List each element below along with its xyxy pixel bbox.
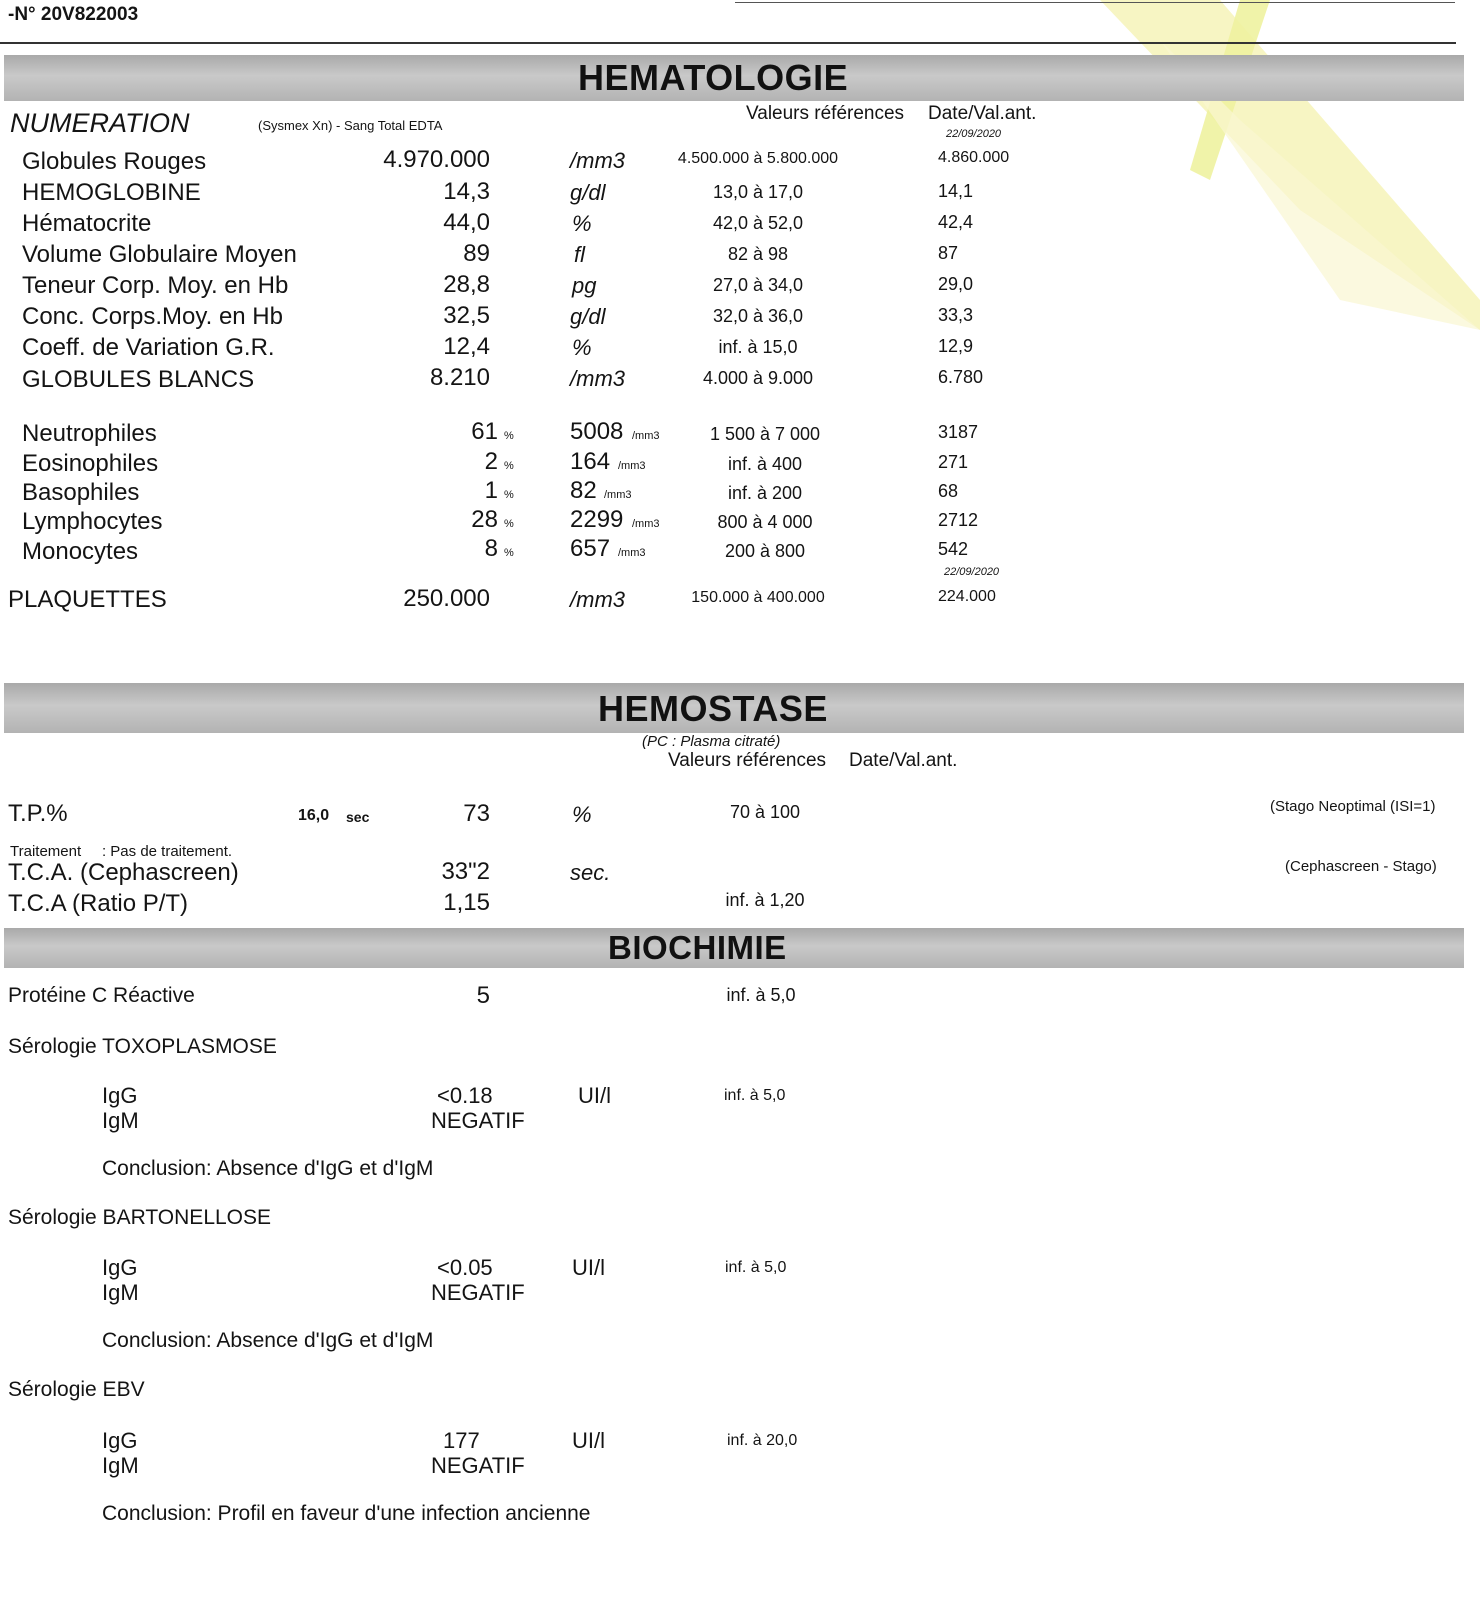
diff-label: Neutrophiles xyxy=(22,420,157,447)
row-label: Coeff. de Variation G.R. xyxy=(22,334,275,361)
row-ref: 42,0 à 52,0 xyxy=(712,213,804,233)
diff-abs: 657 xyxy=(570,535,611,562)
diff-pct: 28 xyxy=(471,506,498,533)
platelets-value: 250.000 xyxy=(403,585,490,612)
row-unit: pg xyxy=(572,273,597,298)
row-unit: /mm3 xyxy=(570,366,625,391)
row-prev: 12,9 xyxy=(938,336,974,356)
hemostase-prev-header: Date/Val.ant. xyxy=(849,750,958,771)
diff-abs: 164 xyxy=(570,448,611,475)
igg-ref: inf. à 5,0 xyxy=(724,1087,786,1104)
prev-date: 22/09/2020 xyxy=(946,128,1002,140)
row-ref: 82 à 98 xyxy=(727,244,789,264)
diff-pct: 8 xyxy=(484,535,498,562)
hemostase-sample: (PC : Plasma citraté) xyxy=(642,733,781,750)
igg-unit: UI/l xyxy=(572,1255,605,1280)
row-value: 8.210 xyxy=(429,364,490,391)
row-unit: fl xyxy=(574,242,585,267)
diff-abs-unit: /mm3 xyxy=(632,518,660,530)
serology-title: Sérologie EBV xyxy=(8,1378,145,1401)
diff-label: Monocytes xyxy=(22,538,139,565)
igg-ref: inf. à 20,0 xyxy=(727,1432,798,1449)
biochimie-title: BIOCHIMIE xyxy=(608,929,787,966)
igm-label: IgM xyxy=(102,1108,139,1133)
crp-label: Protéine C Réactive xyxy=(8,984,195,1007)
diff-ref: 1 500 à 7 000 xyxy=(709,424,821,444)
row-value: 4.970.000 xyxy=(383,146,490,173)
tp-value: 73 xyxy=(463,800,490,827)
row-label: Teneur Corp. Moy. en Hb xyxy=(22,272,289,299)
diff-pct: 61 xyxy=(471,418,498,445)
igg-label: IgG xyxy=(102,1255,138,1280)
diff-prev: 68 xyxy=(938,481,959,501)
treatment-note: Traitement : Pas de traitement. xyxy=(10,843,233,860)
diff-pct-unit: % xyxy=(504,460,514,472)
row-label: Conc. Corps.Moy. en Hb xyxy=(22,303,283,330)
row-prev: 42,4 xyxy=(938,212,974,232)
diff-abs-unit: /mm3 xyxy=(618,547,646,559)
serology-conclusion: Conclusion: Absence d'IgG et d'IgM xyxy=(102,1329,434,1352)
diff-label: Lymphocytes xyxy=(22,508,163,535)
diff-ref: 200 à 800 xyxy=(724,541,806,561)
row-unit: /mm3 xyxy=(570,148,625,173)
igm-value: NEGATIF xyxy=(431,1280,525,1305)
igm-value: NEGATIF xyxy=(431,1108,525,1133)
row-prev: 33,3 xyxy=(938,305,974,325)
diff-pct-unit: % xyxy=(504,489,514,501)
row-ref: 4.000 à 9.000 xyxy=(702,368,814,388)
hemostase-title: HEMOSTASE xyxy=(598,688,828,729)
diff-label: Eosinophiles xyxy=(22,450,159,477)
row-unit: g/dl xyxy=(570,180,606,205)
diff-abs: 2299 xyxy=(570,506,624,533)
igg-value: 177 xyxy=(443,1428,480,1453)
diff-ref: 800 à 4 000 xyxy=(717,512,813,532)
row-value: 89 xyxy=(463,240,490,267)
igm-label: IgM xyxy=(102,1280,139,1305)
tp-ref: 70 à 100 xyxy=(729,802,801,822)
diff-abs-unit: /mm3 xyxy=(632,430,660,442)
row-unit: g/dl xyxy=(570,304,606,329)
row-ref: 4.500.000 à 5.800.000 xyxy=(677,150,839,167)
row-label: GLOBULES BLANCS xyxy=(22,366,255,393)
diff-abs-unit: /mm3 xyxy=(604,489,632,501)
hemostase-ref-header: Valeurs références xyxy=(668,750,827,771)
row-prev: 14,1 xyxy=(938,181,974,201)
prev-values-header: Date/Val.ant. xyxy=(928,103,1037,124)
row-prev: 4.860.000 xyxy=(938,149,1010,166)
tca-label: T.C.A. (Cephascreen) xyxy=(8,859,239,886)
watermark-graphic xyxy=(1040,0,1484,330)
tca-ratio-ref: inf. à 1,20 xyxy=(725,890,805,910)
diff-pct-unit: % xyxy=(504,430,514,442)
row-prev: 6.780 xyxy=(938,367,984,387)
numeration-method: (Sysmex Xn) - Sang Total EDTA xyxy=(258,118,443,133)
row-label: Hématocrite xyxy=(22,210,152,237)
hemostase-banner xyxy=(4,683,1464,733)
tca-ratio-value: 1,15 xyxy=(443,889,490,916)
tp-label: T.P.% xyxy=(8,800,68,827)
diff-prev: 2712 xyxy=(938,510,979,530)
serology-conclusion: Conclusion: Profil en faveur d'une infection ancienne xyxy=(102,1502,591,1525)
row-value: 44,0 xyxy=(443,209,490,236)
row-value: 12,4 xyxy=(443,333,490,360)
igm-label: IgM xyxy=(102,1453,139,1478)
diff-abs: 5008 xyxy=(570,418,624,445)
header-rule-top xyxy=(735,2,1455,3)
ref-values-header: Valeurs références xyxy=(746,103,905,124)
diff-abs: 82 xyxy=(570,477,597,504)
row-ref: 13,0 à 17,0 xyxy=(712,182,804,202)
serology-title: Sérologie TOXOPLASMOSE xyxy=(8,1035,277,1058)
numeration-heading: NUMERATION xyxy=(10,108,190,138)
diff-prev: 271 xyxy=(938,452,969,472)
row-value: 32,5 xyxy=(443,302,490,329)
diff-abs-unit: /mm3 xyxy=(618,460,646,472)
row-ref: inf. à 15,0 xyxy=(718,337,798,357)
diff-prev: 3187 xyxy=(938,422,979,442)
igg-unit: UI/l xyxy=(578,1083,611,1108)
serology-conclusion: Conclusion: Absence d'IgG et d'IgM xyxy=(102,1157,434,1180)
igg-ref: inf. à 5,0 xyxy=(725,1259,787,1276)
diff-pct-unit: % xyxy=(504,547,514,559)
row-ref: 32,0 à 36,0 xyxy=(712,306,804,326)
document-number: -N° 20V822003 xyxy=(8,4,139,25)
row-label: Volume Globulaire Moyen xyxy=(22,241,297,268)
crp-value: 5 xyxy=(476,982,490,1009)
platelets-unit: /mm3 xyxy=(570,587,625,612)
row-prev: 29,0 xyxy=(938,274,974,294)
igm-value: NEGATIF xyxy=(431,1453,525,1478)
diff-pct: 1 xyxy=(484,477,498,504)
serology-title: Sérologie BARTONELLOSE xyxy=(8,1206,272,1229)
diff-pct-unit: % xyxy=(504,518,514,530)
platelets-prev-date: 22/09/2020 xyxy=(944,566,1000,578)
biochimie-banner xyxy=(4,928,1464,968)
platelets-label: PLAQUETTES xyxy=(8,586,167,613)
igg-label: IgG xyxy=(102,1083,138,1108)
row-unit: % xyxy=(572,211,592,236)
row-value: 28,8 xyxy=(443,271,490,298)
tca-method: (Cephascreen - Stago) xyxy=(1285,858,1437,875)
tp-unit: % xyxy=(572,802,592,827)
igg-value: <0.05 xyxy=(437,1255,493,1280)
header-rule xyxy=(0,42,1456,44)
row-prev: 87 xyxy=(938,243,959,263)
igg-label: IgG xyxy=(102,1428,138,1453)
tp-seconds-unit: sec xyxy=(346,809,370,825)
row-unit: % xyxy=(572,335,592,360)
row-ref: 27,0 à 34,0 xyxy=(712,275,804,295)
diff-ref: inf. à 400 xyxy=(727,454,803,474)
crp-ref: inf. à 5,0 xyxy=(726,985,796,1005)
tp-method: (Stago Neoptimal (ISI=1) xyxy=(1270,798,1436,815)
diff-prev: 542 xyxy=(938,539,969,559)
tca-ratio-label: T.C.A (Ratio P/T) xyxy=(8,890,189,917)
platelets-ref: 150.000 à 400.000 xyxy=(691,589,825,606)
tca-unit: sec. xyxy=(570,860,611,885)
row-label: HEMOGLOBINE xyxy=(22,179,201,206)
platelets-prev: 224.000 xyxy=(938,588,996,605)
tp-seconds: 16,0 xyxy=(298,807,330,824)
igg-value: <0.18 xyxy=(437,1083,493,1108)
hematologie-title: HEMATOLOGIE xyxy=(578,57,849,98)
tca-value: 33"2 xyxy=(441,858,490,885)
diff-label: Basophiles xyxy=(22,479,140,506)
row-value: 14,3 xyxy=(443,178,490,205)
row-label: Globules Rouges xyxy=(22,148,207,175)
igg-unit: UI/l xyxy=(572,1428,605,1453)
diff-ref: inf. à 200 xyxy=(727,483,803,503)
hematologie-banner xyxy=(4,55,1464,101)
diff-pct: 2 xyxy=(484,448,498,475)
